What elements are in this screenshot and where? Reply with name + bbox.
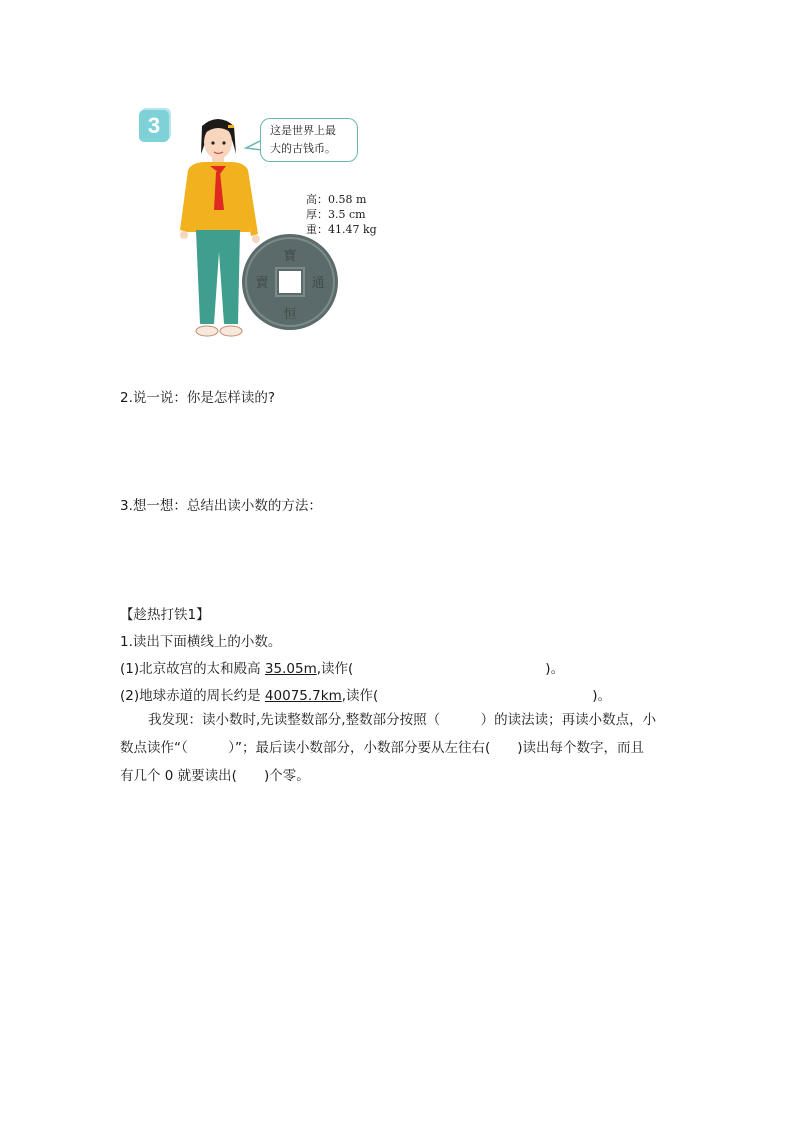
ancient-coin-illustration [240, 232, 340, 332]
item-1-prefix: (1)北京故宫的太和殿高 [120, 661, 265, 677]
practice-item-1 [120, 657, 564, 677]
practice-intro: 1.读出下面横线上的小数。 [120, 634, 282, 650]
discovery-line-2: 数点读作“（ ）”；最后读小数部分，小数部分要从左往右( )读出每个数字，而且 [120, 740, 645, 756]
example-number-badge: 3 [139, 110, 169, 142]
item-1-end: )。 [545, 661, 565, 677]
speech-bubble [260, 118, 358, 162]
discovery-line-1: 我发现：读小数时,先读整数部分,整数部分按照（ ）的读法读；再读小数点，小 [148, 712, 657, 728]
item-1-number: 35.05m [264, 661, 317, 677]
speech-bubble-line-2: 大的古钱币。 [270, 142, 336, 155]
item-2-number: 40075.7km [264, 688, 342, 704]
coin-char-top: 寶 [283, 249, 297, 264]
item-2-suffix: ,读作( [341, 688, 379, 704]
coin-weight-spec: 重：41.47 kg [306, 223, 377, 236]
speech-bubble-line-1: 这是世界上最 [270, 124, 336, 137]
item-2-end: )。 [592, 688, 612, 704]
coin-char-left: 賣 [255, 276, 269, 291]
coin-height-spec: 高：0.58 m [306, 193, 367, 206]
item-2-prefix: (2)地球赤道的周长约是 [120, 688, 265, 704]
item-1-suffix: ,读作( [316, 661, 354, 677]
coin-char-bottom: 恒 [283, 307, 297, 322]
coin-thickness-spec: 厚：3.5 cm [306, 208, 366, 221]
question-3: 3.想一想：总结出读小数的方法： [120, 498, 322, 514]
practice-item-2 [120, 684, 611, 704]
discovery-line-3: 有几个 0 就要读出( )个零。 [120, 768, 310, 784]
practice-title: 【趁热打铁1】 [120, 607, 210, 623]
question-2: 2.说一说：你是怎样读的? [120, 390, 276, 406]
coin-char-right: 通 [311, 276, 325, 291]
